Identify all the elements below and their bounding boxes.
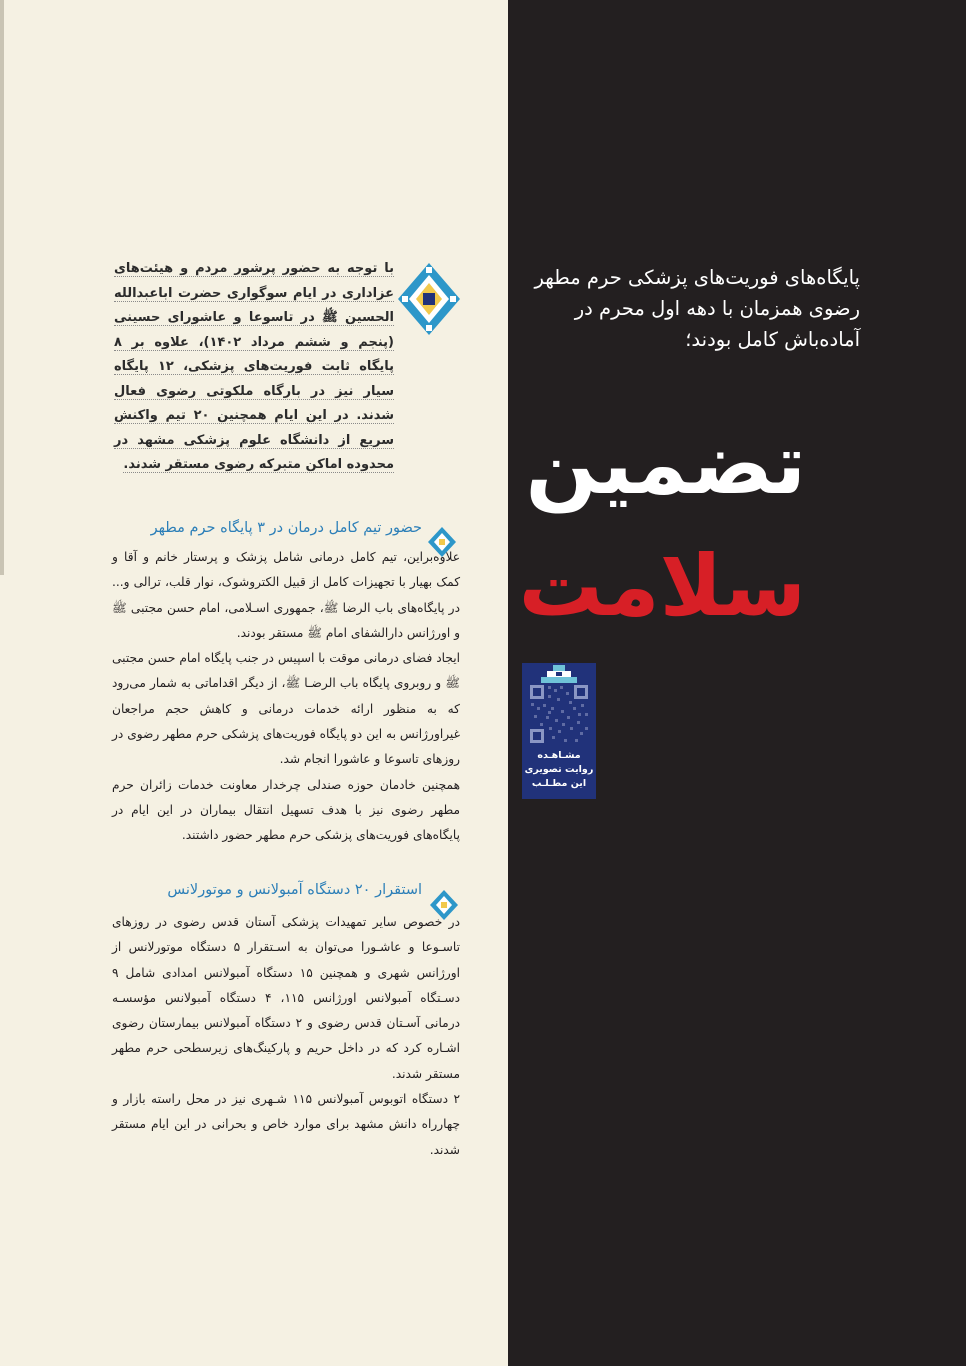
section-2-title: استقرار ۲۰ دستگاه آمبولانس و موتورلانس xyxy=(167,882,422,898)
section-1-paragraph: ایجاد فضای درمانی موقت با اسپیس در جنب پایگاه امام حسن مجتبی ﷺ و روبروی پایگاه باب الرضـا ﷺ، از دیگر اقداماتی به شمار می‌رود که به منظور ارائه خدمات درمانی و کاهش حجم مراجعان غیراورژانس به این دو پایگاه فوریت‌های پزشکی حرم مطهر رضوی در روزهای تاسوعا و عاشورا انجام شد. xyxy=(112,651,460,767)
section-2-paragraph: ۲ دستگاه اتوبوس آمبولانس ۱۱۵ شـهری نیز در محل راسته بازار و چهارراه دانش مشهد برای موارد خاص و بحرانی در این ایام مستقر شدند. xyxy=(112,1092,460,1157)
qr-code-image[interactable] xyxy=(528,683,590,745)
section-1-body xyxy=(112,545,460,849)
section-2-paragraph: در خصوص سایر تمهیدات پزشکی آستان قدس رضوی در روزهای تاسـوعا و عاشـورا می‌توان به اسـتقرار ۵ دستگاه موتورلانس از اورژانس شهری و همچنین ۱۵ دستگاه آمبولانس امدادی شامل ۹ دسـتگاه آمبولانس اورژانس ۱۱۵، ۴ دستگاه آمبولانس مؤسسـه درمانی آسـتان قدس رضوی و ۲ دستگاه آمبولانس بیمارستان رضوی اشـاره کرد که در داخل حریم و پارکینگ‌های زیرسطحی حرم مطهر مستقر شدند. xyxy=(112,915,461,1081)
qr-caption-line-1: مشـاهـده xyxy=(537,750,581,761)
qr-caption-line-3: این مطـلـب xyxy=(531,778,587,789)
title-line-1: تضمین xyxy=(525,415,806,513)
ornament-icon xyxy=(398,263,460,339)
lead-paragraph xyxy=(114,257,394,478)
qr-code-box[interactable] xyxy=(522,663,596,799)
title-line-2: سلامت xyxy=(518,537,806,635)
article-subtitle: پایگاه‌های فوریت‌های پزشکی حرم مطهر رضوی همزمان با دهه اول محرم در آماده‌باش کامل بودند؛ xyxy=(534,266,860,351)
section-2-body xyxy=(112,910,460,1163)
section-1-paragraph: همچنین خادمان حوزه صندلی چرخدار معاونت خدمات زائران حرم مطهر رضوی نیز با هدف تسهیل انتقال بیماران در این ایام در پایگاه‌های فوریت‌های پزشکی حرم مطهر حضور داشتند. xyxy=(112,777,460,843)
page-edge xyxy=(0,0,4,575)
qr-caption-line-2: روایت تصویری xyxy=(524,764,594,775)
section-1-paragraph: علاوه‌براین، تیم کامل درمانی شامل پزشک و پرستار خانم و آقا و کمک بهیار با تجهیزات کامل از قبیل الکتروشوک، نوار قلب، ترالی و... در پایگاه‌های باب الرضا ﷺ، جمهوری اسـلامی، امام حسن مجتبی ﷺ و اورژانس دارالشفای امام ﷺ مستقر بودند. xyxy=(112,550,460,640)
section-1-title: حضور تیم کامل درمان در ۳ پایگاه حرم مطهر xyxy=(150,520,422,536)
lead-text: با توجه به حضور پرشور مردم و هیئت‌های عزاداری در ایام سوگواری حضرت اباعبدالله الحسین ﷺ در تاسوعا و عاشورای حسینی (پنجم و ششم مرداد ۱۴۰۲)، علاوه بر ۸ پایگاه ثابت فوریت‌های پزشکی، ۱۲ پایگاه سیار نیز در بارگاه ملکوتی رضوی فعال شدند. در این ایام همچنین ۲۰ تیم واکنش سریع از دانشگاه علوم پزشکی مشهد در محدوده اماکن متبرکه رضوی مستقر شدند. xyxy=(114,261,394,472)
qr-caption xyxy=(524,749,594,791)
